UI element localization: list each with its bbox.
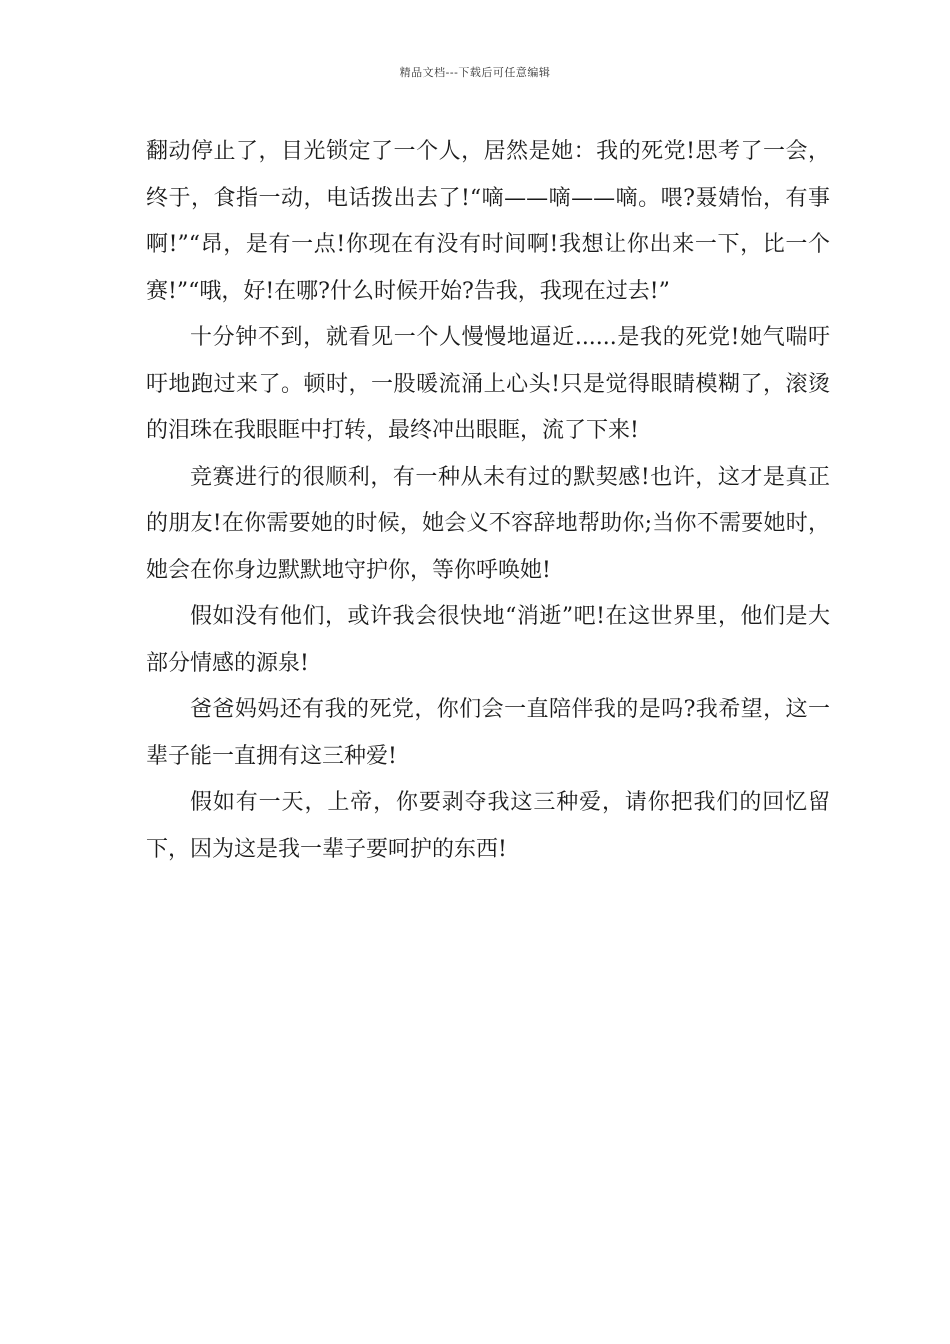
paragraph-5: 爸爸妈妈还有我的死党，你们会一直陪伴我的是吗?我希望，这一辈子能一直拥有这三种爱!	[146, 697, 830, 769]
page-header: 精品文档---下载后可任意编辑	[399, 66, 551, 79]
paragraph-2: 十分钟不到，就看见一个人慢慢地逼近......是我的死党!她气喘吁吁地跑过来了。顿时，一股暖流涌上心头!只是觉得眼睛模糊了，滚烫的泪珠在我眼眶中打转，最终冲出眼眶，流了下来!	[146, 325, 830, 443]
paragraph-6: 假如有一天，上帝，你要剥夺我这三种爱，请你把我们的回忆留下，因为这是我一辈子要呵护的东西!	[146, 790, 830, 862]
paragraph-3: 竞赛进行的很顺利，有一种从未有过的默契感!也许，这才是真正的朋友!在你需要她的时候，她会义不容辞地帮助你;当你不需要她时，她会在你身边默默地守护你，等你呼唤她!	[146, 464, 830, 583]
paragraph-1: 翻动停止了，目光锁定了一个人，居然是她：我的死党!思考了一会，终于，食指一动，电话拨出去了!“嘀——嘀——嘀。喂?聂婧怡，有事啊!”“昂，是有一点!你现在有没有时间啊!我想让你出来一下，比一个赛!”“哦，好!在哪?什么时候开始?告我，我现在过去!”	[146, 139, 830, 304]
document-body	[146, 129, 830, 873]
paragraph-4: 假如没有他们，或许我会很快地“消逝”吧!在这世界里，他们是大部分情感的源泉!	[146, 604, 830, 676]
